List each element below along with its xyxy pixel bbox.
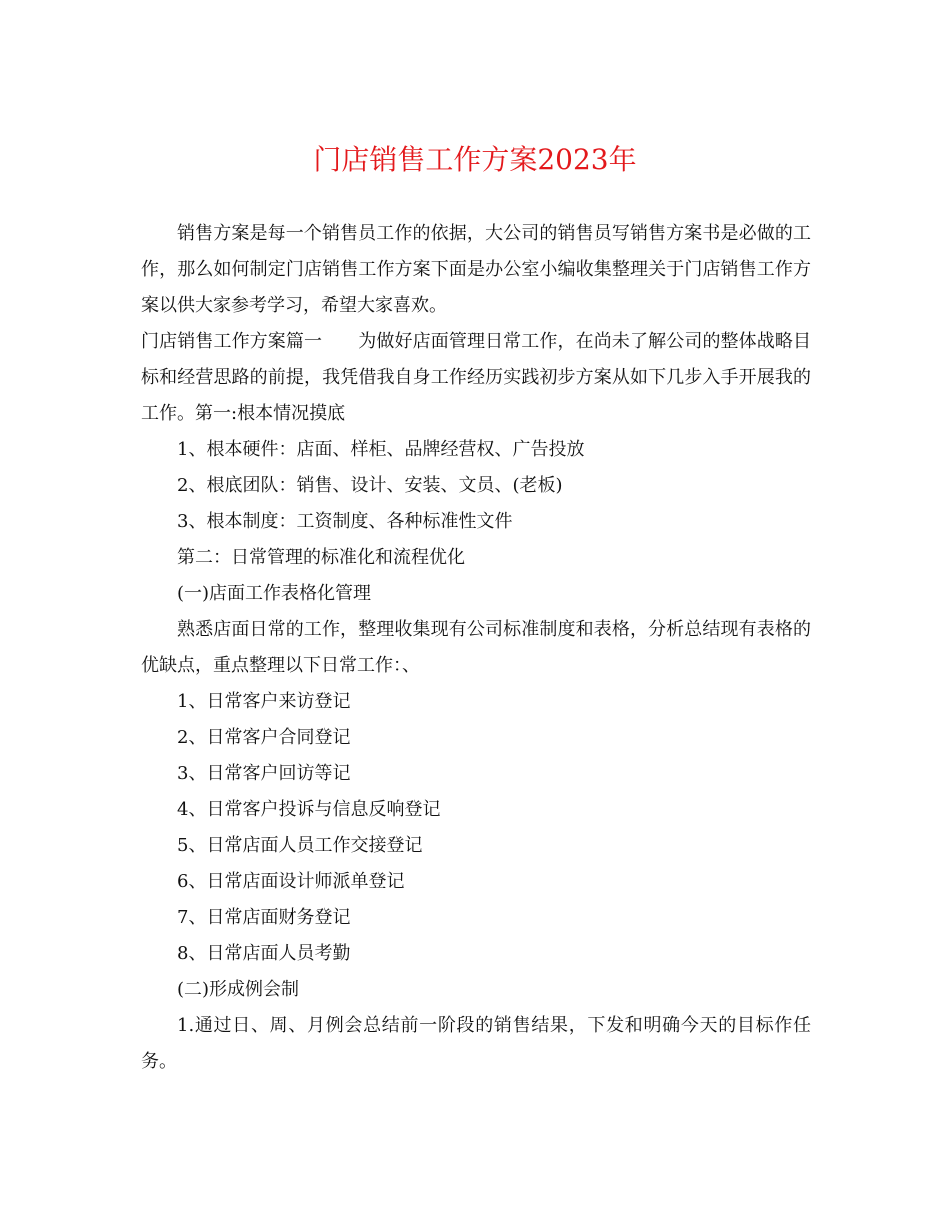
list-item: 2、根底团队：销售、设计、安装、文员、(老板) — [177, 475, 563, 496]
document-body — [141, 216, 811, 1080]
list-item: 8、日常店面人员考勤 — [177, 943, 351, 964]
list-item: 1、根本硬件：店面、样柜、品牌经营权、广告投放 — [177, 439, 585, 460]
list-item: 5、日常店面人员工作交接登记 — [177, 835, 423, 856]
list-item: 3、日常客户回访等记 — [177, 763, 351, 784]
intro-paragraph: 销售方案是每一个销售员工作的依据，大公司的销售员写销售方案书是必做的工作，那么如何制定门店销售工作方案下面是办公室小编收集整理关于门店销售工作方案以供大家参考学习，希望大家喜欢。 — [141, 223, 811, 316]
subsection-heading: (一)店面工作表格化管理 — [177, 583, 372, 604]
section-heading: 门店销售工作方案篇一 — [141, 331, 323, 352]
document-title: 门店销售工作方案2023年 — [313, 143, 637, 176]
body-paragraph: 熟悉店面日常的工作，整理收集现有公司标准制度和表格，分析总结现有表格的优缺点，重点整理以下日常工作：、 — [141, 619, 811, 676]
subsection-heading: (二)形成例会制 — [177, 979, 300, 1000]
list-item: 3、根本制度：工资制度、各种标准性文件 — [177, 511, 513, 532]
section-paragraph — [141, 324, 811, 432]
body-paragraph: 1.通过日、周、月例会总结前一阶段的销售结果，下发和明确今天的目标作任务。 — [141, 1015, 811, 1072]
list-item: 6、日常店面设计师派单登记 — [177, 871, 405, 892]
list-item: 1、日常客户来访登记 — [177, 691, 351, 712]
list-item: 2、日常客户合同登记 — [177, 727, 351, 748]
list-item: 7、日常店面财务登记 — [177, 907, 351, 928]
list-item: 4、日常客户投诉与信息反响登记 — [177, 799, 441, 820]
section-text: 为做好店面管理日常工作，在尚未了解公司的整体战略目标和经营思路的前提，我凭借我自身工作经历实践初步方案从如下几步入手开展我的工作。第一:根本情况摸底 — [141, 331, 812, 424]
subsection-heading: 第二：日常管理的标准化和流程优化 — [177, 547, 465, 568]
